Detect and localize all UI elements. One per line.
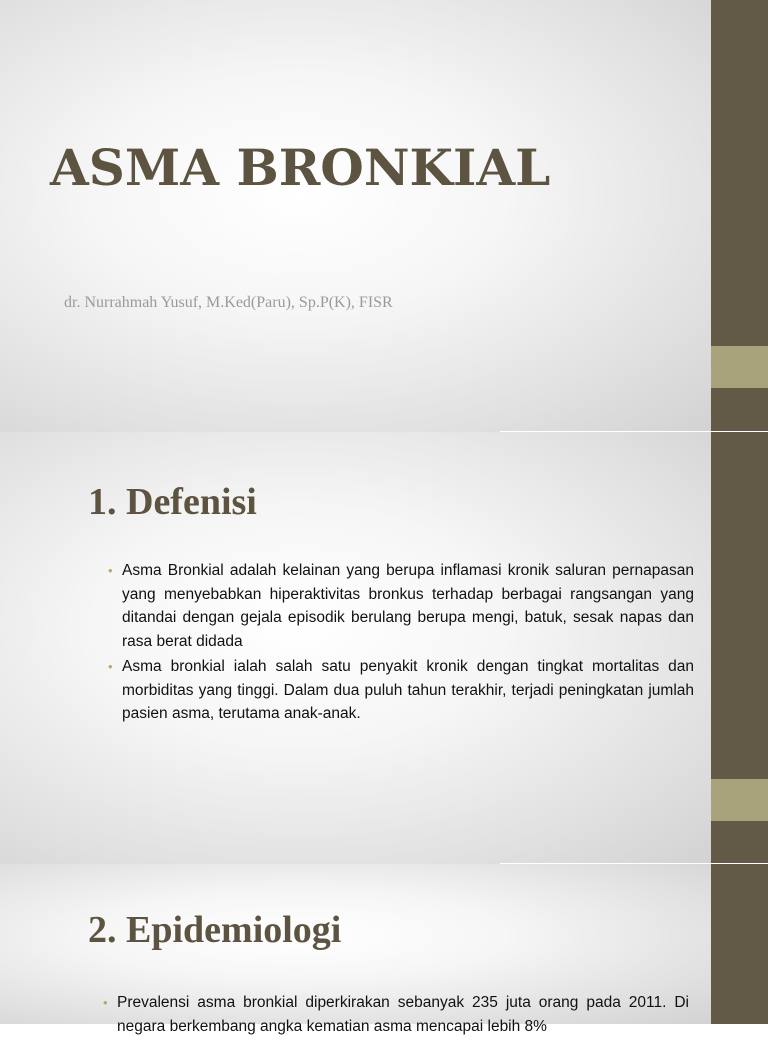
slide-title	[0, 0, 768, 432]
side-bar	[711, 864, 768, 1024]
bullet-text: Asma bronkial ialah salah satu penyakit kronik dengan tingkat mortalitas dan morbiditas yang tinggi. Dalam dua puluh tahun terakhir, terjadi peningkatan jumlah pasien asma, terutama anak-anak.	[122, 658, 694, 722]
slide-epidemiologi	[0, 864, 768, 1035]
bullet-list	[103, 991, 689, 1040]
bullet-dot-icon: •	[108, 563, 113, 578]
bullet-dot-icon: •	[108, 659, 113, 674]
section-title: 1. Defenisi	[88, 481, 257, 523]
bullet-text: Asma Bronkial adalah kelainan yang berupa inflamasi kronik saluran pernapasan yang menyebabkan hiperaktivitas bronkus terhadap berbagai rangsangan yang ditandai dengan gejala episodik berulang berupa mengi, batuk, sesak napas dan rasa berat didada	[122, 562, 694, 650]
bullet-dot-icon: •	[103, 995, 108, 1010]
section-title: 2. Epidemiologi	[88, 909, 342, 951]
presentation-title: ASMA BRONKIAL	[50, 138, 551, 197]
bullet-text: Prevalensi asma bronkial diperkirakan sebanyak 235 juta orang pada 2011. Di negara berkembang angka kematian asma mencapai lebih 8%	[117, 994, 689, 1035]
bullet-item	[103, 991, 689, 1038]
bullet-item	[108, 655, 694, 726]
side-accent	[711, 346, 768, 388]
bullet-list	[108, 559, 694, 728]
slide-defenisi	[0, 432, 768, 864]
slide-background	[0, 0, 711, 432]
side-accent	[711, 779, 768, 821]
bullet-item	[108, 559, 694, 653]
presentation-subtitle: dr. Nurrahmah Yusuf, M.Ked(Paru), Sp.P(K), FISR	[64, 294, 393, 311]
